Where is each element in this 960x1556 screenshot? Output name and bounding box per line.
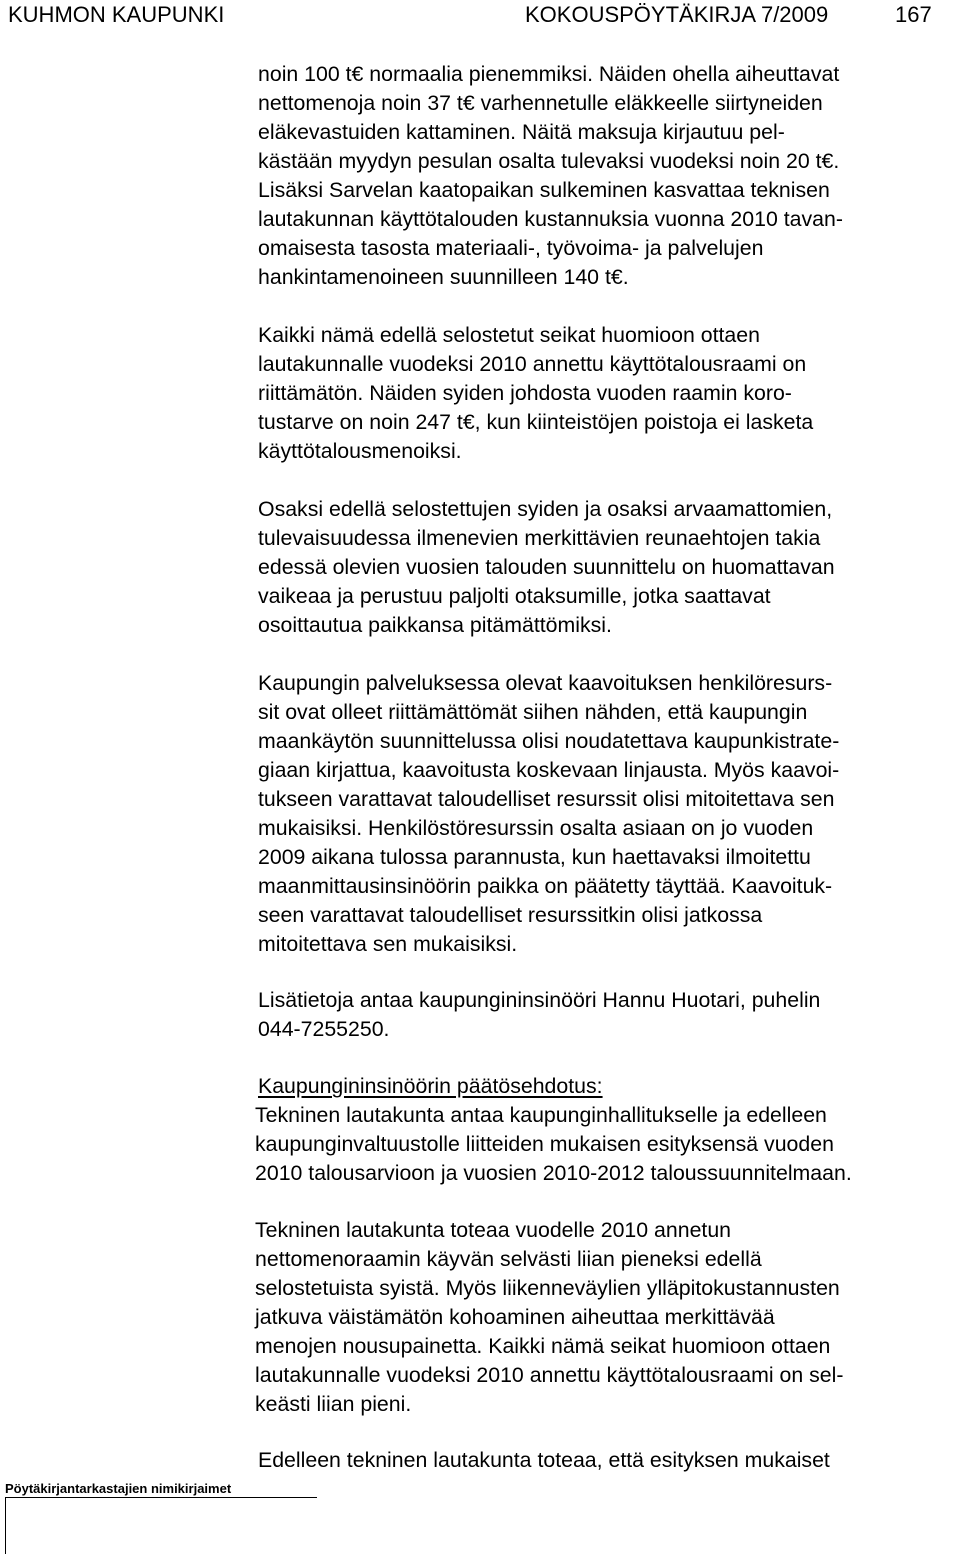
body-line: lautakunnalle vuodeksi 2010 annettu käyttötalousraami on sel-	[255, 1363, 844, 1387]
body-line: vaikeaa ja perustuu paljolti otaksumille, jotka saattavat	[258, 584, 771, 608]
signature-border	[5, 1498, 6, 1554]
body-line: kästään myydyn pesulan osalta tulevaksi vuodeksi noin 20 t€.	[258, 149, 840, 173]
body-line: tulevaisuudessa ilmenevien merkittävien reunaehtojen takia	[258, 526, 821, 550]
body-line: lautakunnan käyttötalouden kustannuksia vuonna 2010 tavan-	[258, 207, 843, 231]
body-line: omaisesta tasosta materiaali-, työvoima- ja palvelujen	[258, 236, 764, 260]
body-line: maanmittausinsinöörin paikka on päätetty täyttää. Kaavoituk-	[258, 874, 833, 898]
body-line: mukaisiksi. Henkilöstöresurssin osalta asiaan on jo vuoden	[258, 816, 814, 840]
signature-label: Pöytäkirjantarkastajien nimikirjaimet	[5, 1481, 232, 1496]
organization-name: KUHMON KAUPUNKI	[8, 2, 225, 27]
body-line: edessä olevien vuosien talouden suunnittelu on huomattavan	[258, 555, 835, 579]
body-line: Lisäksi Sarvelan kaatopaikan sulkeminen kasvattaa teknisen	[258, 178, 830, 202]
body-line: osoittautua paikkansa pitämättömiksi.	[258, 613, 612, 637]
body-line: giaan kirjattua, kaavoitusta koskevaan linjausta. Myös kaavoi-	[258, 758, 840, 782]
body-line: kaupunginvaltuustolle liitteiden mukaisen esityksensä vuoden	[255, 1132, 834, 1156]
page-number: 167	[895, 2, 932, 27]
body-line: 2010 talousarvioon ja vuosien 2010-2012 taloussuunnitelmaan.	[255, 1161, 852, 1185]
body-line: jatkuva väistämätön kohoaminen aiheuttaa merkittävää	[255, 1305, 775, 1329]
body-line: käyttötalousmenoiksi.	[258, 439, 462, 463]
body-line: Osaksi edellä selostettujen syiden ja osaksi arvaamattomien,	[258, 497, 833, 521]
body-line: mitoitettava sen mukaisiksi.	[258, 932, 518, 956]
body-line: eläkevastuiden kattaminen. Näitä maksuja kirjautuu pel-	[258, 120, 785, 144]
body-line: Tekninen lautakunta toteaa vuodelle 2010 annetun	[255, 1218, 732, 1242]
body-line: maankäytön suunnittelussa olisi noudatettava kaupunkistrate-	[258, 729, 840, 753]
signature-box	[0, 1478, 320, 1556]
body-line: tustarve on noin 247 t€, kun kiinteistöjen poistoja ei lasketa	[258, 410, 814, 434]
body-line: Edelleen tekninen lautakunta toteaa, että esityksen mukaiset	[258, 1448, 830, 1472]
body-line: keästi liian pieni.	[255, 1392, 412, 1416]
body-line: Lisätietoja antaa kaupungininsinööri Hannu Huotari, puhelin	[258, 988, 821, 1012]
document-title: KOKOUSPÖYTÄKIRJA 7/2009	[525, 2, 829, 27]
body-line: noin 100 t€ normaalia pienemmiksi. Näiden ohella aiheuttavat	[258, 62, 840, 86]
signature-underline	[5, 1497, 317, 1498]
body-line: hankintamenoineen suunnilleen 140 t€.	[258, 265, 629, 289]
proposal-heading: Kaupungininsinöörin päätösehdotus:	[258, 1074, 603, 1098]
body-line: seen varattavat taloudelliset resurssitkin olisi jatkossa	[258, 903, 763, 927]
body-line: tukseen varattavat taloudelliset resurssit olisi mitoitettava sen	[258, 787, 835, 811]
body-line: lautakunnalle vuodeksi 2010 annettu käyttötalousraami on	[258, 352, 807, 376]
body-line: nettomenoja noin 37 t€ varhennetulle eläkkeelle siirtyneiden	[258, 91, 823, 115]
page-header	[0, 0, 960, 40]
body-line: riittämätön. Näiden syiden johdosta vuoden raamin koro-	[258, 381, 792, 405]
body-line: Tekninen lautakunta antaa kaupunginhallitukselle ja edelleen	[255, 1103, 827, 1127]
body-line: nettomenoraamin käyvän selvästi liian pieneksi edellä	[255, 1247, 762, 1271]
body-line: menojen nousupainetta. Kaikki nämä seikat huomioon ottaen	[255, 1334, 831, 1358]
body-line: Kaupungin palveluksessa olevat kaavoituksen henkilöresurs-	[258, 671, 833, 695]
body-line: sit ovat olleet riittämättömät siihen nähden, että kaupungin	[258, 700, 808, 724]
body-line: 2009 aikana tulossa parannusta, kun haettavaksi ilmoitettu	[258, 845, 811, 869]
body-line: Kaikki nämä edellä selostetut seikat huomioon ottaen	[258, 323, 760, 347]
body-line: 044-7255250.	[258, 1017, 390, 1041]
body-line: selostetuista syistä. Myös liikenneväylien ylläpitokustannusten	[255, 1276, 840, 1300]
